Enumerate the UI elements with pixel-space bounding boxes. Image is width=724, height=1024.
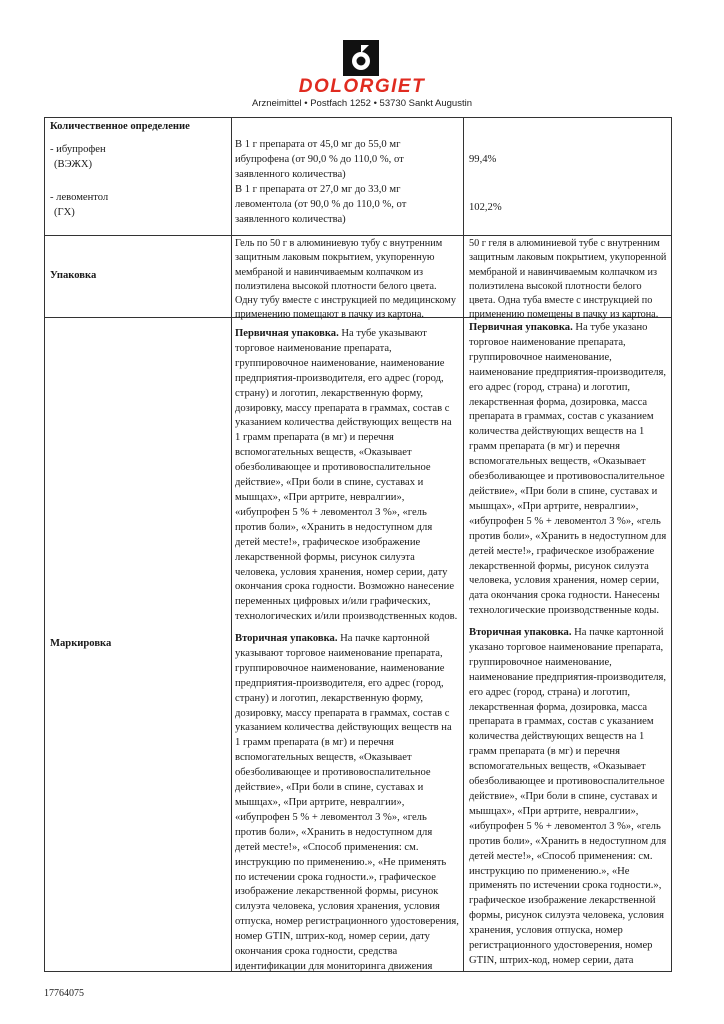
ibuprofen-method: (ВЭЖХ) [54,159,92,170]
marking-label: Маркировка [50,638,112,649]
secondary-packaging-result [469,626,671,969]
secondary-packaging-heading: Вторичная упаковка. [235,633,338,644]
secondary-packaging-spec [235,632,459,975]
ibuprofen-result: 99,4% [469,154,497,165]
document-number: 17764075 [44,988,84,999]
row-divider-1 [45,235,671,236]
levomenthol-label: - левоментол [50,192,109,203]
dolorgiet-logo-icon [343,40,379,76]
packaging-label: Упаковка [50,270,97,281]
company-address: Arzneimittel • Postfach 1252 • 53730 Sankt Augustin [251,98,472,109]
primary-packaging-heading: Первичная упаковка. [235,328,339,339]
primary-result-heading: Первичная упаковка. [469,322,573,333]
primary-packaging-result [469,321,671,619]
secondary-result-text: На пачке картонной указано торговое наименование препарата, группировочное наименование, наименование предприятия-производителя, его адрес (город, страна) и логотип, лекарственная форма, дозировка, масса препарата в граммах, состав с указанием количества действующих веществ на 1 грамм препарата (в мг) и перечня вспомогательных веществ, «Оказывает обезболивающее и противовоспалительное действие», «При боли в спине, суставах и мышцах», «При артрите, невралгии», «ибупрофен 5 % + левоментол 3 %», «гель против боли», «Хранить в недоступном для детей месте!», «Способ применения: см. инструкцию по применению.», «Не применять по истечении срока годности.», графическое изображение лекарственной формы, рисунок силуэта человека, условия хранения, условия отпуска, номер регистрационного удостоверения, номер GTIN, штрих-код, номер серии, дата [469,627,667,966]
primary-packaging-text: На тубе указывают торговое наименование препарата, группировочное наименование, наименование предприятия-производителя, его адрес (город, страну) и логотип, лекарственную форму, дозировку, массу препарата в граммах, состав с указанием количества действующих веществ на 1 грамм препарата (в мг) и перечня вспомогательных веществ, «Оказывает обезболивающее и противовоспалительное действие», «При боли в спине, суставах и мышцах», «При артрите, невралгии», «ибупрофен 5 % + левоментол 3 %», «гель против боли», «Хранить в недоступном для детей месте!», графическое изображение лекарственной формы, рисунок силуэта человека, условия хранения, номер серии, дату окончания срока годности. Возможно нанесение переменных цифровых и/или графических, технологических и/или производственных кодов. [235,328,458,623]
brand-name: DOLORGIET [298,76,426,97]
primary-result-text: На тубе указано торговое наименование препарата, группировочное наименование, наименование предприятия-производителя, его адрес (город, страна) и логотип, лекарственная форма, дозировка, масса препарата в граммах, состав с указанием количества действующих веществ на 1 грамм препарата (в мг) и перечня вспомогательных веществ, «Оказывает обезболивающее и противовоспалительное действие», «При боли в спине, суставах и мышцах», «При артрите, невралгии», «ибупрофен 5 % + левоментол 3 %», «гель против боли», «Хранить в недоступном для детей месте!», графическое изображение лекарственной формы, рисунок силуэта человека, условия хранения, номер серии, дата окончания срока годности. Нанесены технологические производственные коды. [469,322,667,617]
specification-table [44,117,672,972]
packaging-result: 50 г геля в алюминиевой тубе с внутренним защитным лаковым покрытием, укупоренной мембраной и навинчиваемым колпачком из полиэтилена высокой плотности белого цвета. Одна туба вместе с инструкцией по применению помещены в пачку из картона. [469,238,667,321]
packaging-spec: Гель по 50 г в алюминиевую тубу с внутренним защитным лаковым покрытием, укупоренную мембраной и навинчиваемым колпачком из полиэтилена высокой плотности белого цвета. Одну тубу вместе с инструкцией по медицинскому применению помещают в пачку из картона. [235,238,456,321]
quant-title: Количественное определение [50,121,190,132]
column-divider-1 [231,118,232,971]
levomenthol-spec: В 1 г препарата от 27,0 мг до 33,0 мг левоментола (от 90,0 % до 110,0 %, от заявленного количества) [235,184,407,225]
levomenthol-result: 102,2% [469,202,502,213]
ibuprofen-label: - ибупрофен [50,144,106,155]
ibuprofen-spec: В 1 г препарата от 45,0 мг до 55,0 мг ибупрофена (от 90,0 % до 110,0 %, от заявленного количества) [235,139,404,180]
secondary-result-heading: Вторичная упаковка. [469,627,572,638]
primary-packaging-spec [235,327,459,625]
column-divider-2 [463,118,464,971]
secondary-packaging-text: На пачке картонной указывают торговое наименование препарата, группировочное наименование, наименование предприятия-производителя, его адрес (город, страну) и логотип, лекарственную форму, дозировку, массу препарата в граммах, состав с указанием количества действующих веществ на 1 грамм препарата (в мг) и перечня вспомогательных веществ, «Оказывает обезболивающее и противовоспалительное действие», «При боли в спине, суставах и мышцах», «При артрите, невралгии», «ибупрофен 5 % + левоментол 3 %», «гель против боли», «Хранить в недоступном для детей месте!», «Способ применения: см. инструкцию по применению.», «Не применять по истечении срока годности.», графическое изображение лекарственной формы, рисунок силуэта человека, условия хранения, условия отпуска, номер регистрационного удостоверения, номер GTIN, штрих-код, номер серии, дату окончания срока годности, средства идентификации для мониторинга движения [235,633,459,972]
levomenthol-method: (ГХ) [54,207,75,218]
